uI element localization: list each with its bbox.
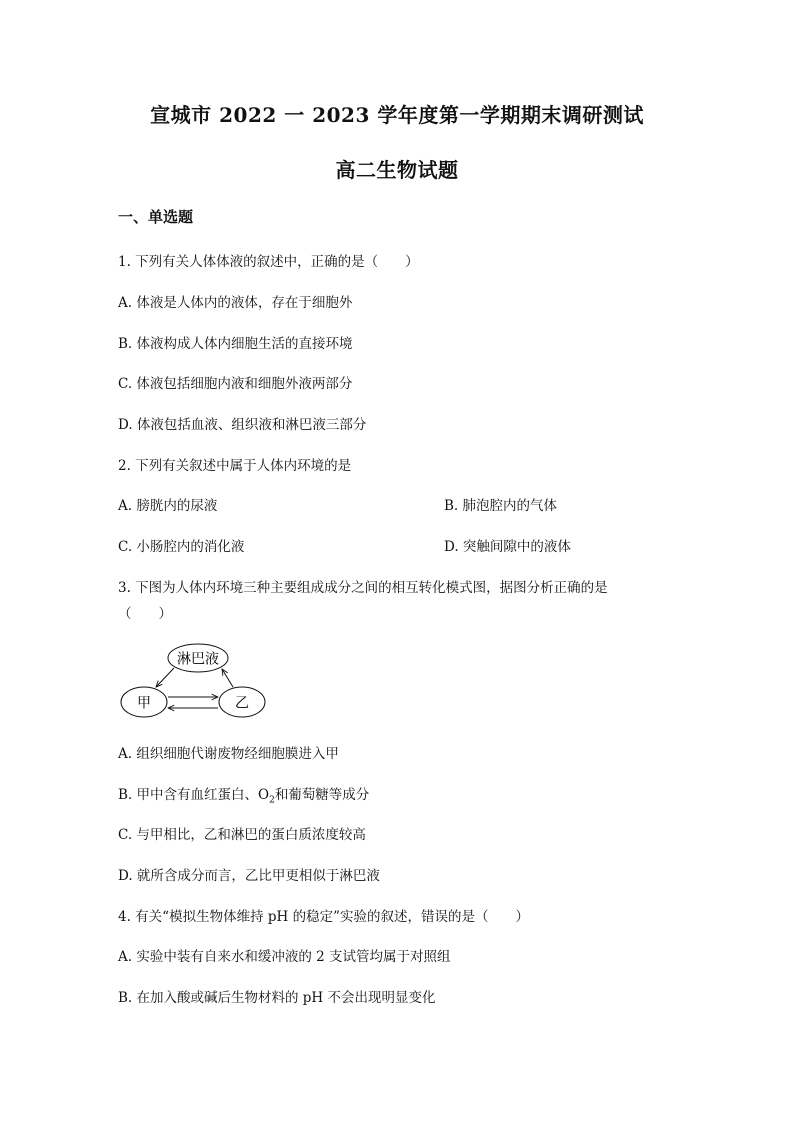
section-heading: 一、单选题 <box>118 208 194 226</box>
q3-stem-cont: （ ） <box>118 606 172 622</box>
q3-option-b-text-end: 和葡萄糖等成分 <box>274 787 370 803</box>
q2-stem: 2. 下列有关叙述中属于人体内环境的是 <box>118 458 352 474</box>
q2-option-c: C. 小肠腔内的消化液 <box>118 539 245 555</box>
q1-option-a: A. 体液是人体内的液体，存在于细胞外 <box>118 295 353 311</box>
q3-stem: 3. 下图为人体内环境三种主要组成成分之间的相互转化模式图，据图分析正确的是 <box>118 580 608 596</box>
exam-title: 宣城市 2022 一 2023 学年度第一学期期末调研测试 <box>150 103 644 127</box>
q2-option-b: B. 肺泡腔内的气体 <box>444 498 558 514</box>
q1-option-b: B. 体液构成人体内细胞生活的直接环境 <box>118 336 353 352</box>
lymph-label: 淋巴液 <box>177 651 219 668</box>
exam-subtitle: 高二生物试题 <box>335 158 459 182</box>
q3-option-a: A. 组织细胞代谢废物经细胞膜进入甲 <box>118 746 339 762</box>
q4-stem: 4. 有关“模拟生物体维持 pH 的稳定”实验的叙述，错误的是（ ） <box>118 909 529 925</box>
q2-option-d: D. 突触间隙中的液体 <box>444 539 571 555</box>
q3-option-b-subscript: 2 <box>269 795 275 806</box>
arrow-lymph-to-jia <box>156 668 174 687</box>
q3-option-d: D. 就所含成分而言，乙比甲更相似于淋巴液 <box>118 868 380 884</box>
q3-option-c: C. 与甲相比，乙和淋巴的蛋白质浓度较高 <box>118 827 366 843</box>
body-fluid-diagram <box>118 640 278 722</box>
q3-option-b <box>118 783 369 806</box>
arrow-yi-to-lymph <box>222 669 233 687</box>
q1-stem: 1. 下列有关人体体液的叙述中，正确的是（ ） <box>118 254 419 270</box>
yi-label: 乙 <box>235 695 249 712</box>
jia-label: 甲 <box>137 695 151 712</box>
q3-option-b-text: B. 甲中含有血红蛋白、O <box>118 787 270 803</box>
q4-option-a: A. 实验中装有自来水和缓冲液的 2 支试管均属于对照组 <box>118 949 451 965</box>
q1-option-d: D. 体液包括血液、组织液和淋巴液三部分 <box>118 417 367 433</box>
q1-option-c: C. 体液包括细胞内液和细胞外液两部分 <box>118 376 353 392</box>
q4-option-b: B. 在加入酸或碱后生物材料的 pH 不会出现明显变化 <box>118 990 436 1006</box>
q2-option-a: A. 膀胱内的尿液 <box>118 498 218 514</box>
